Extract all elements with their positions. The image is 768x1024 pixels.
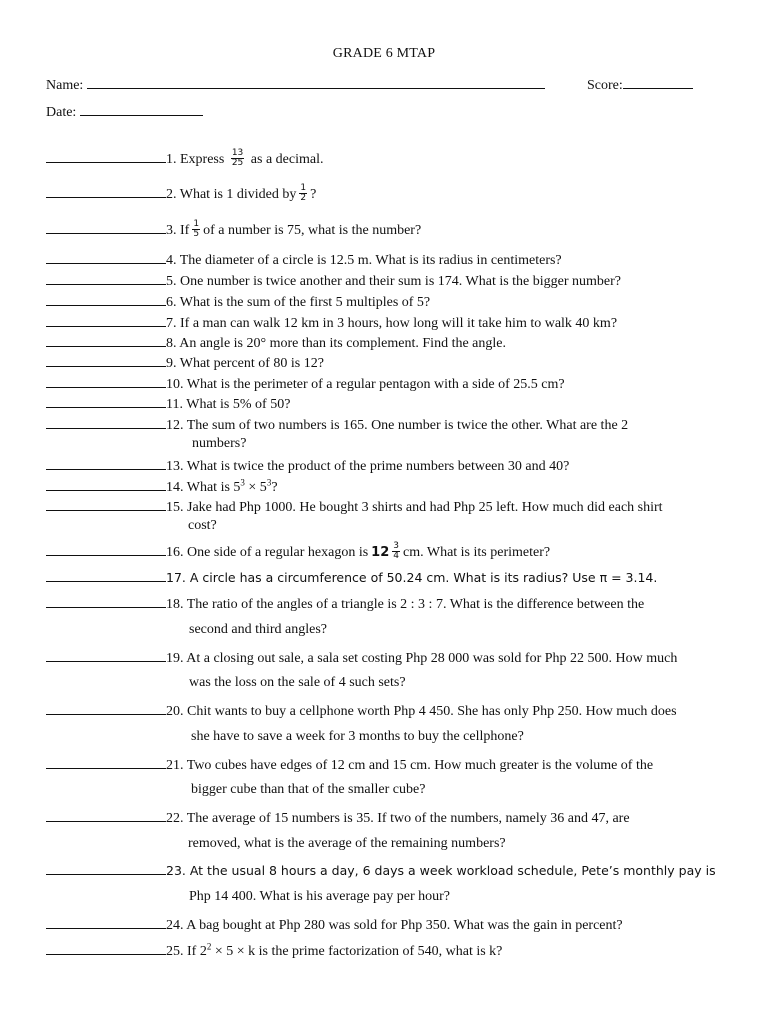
answer-blank[interactable] bbox=[46, 457, 166, 470]
fraction bbox=[192, 220, 200, 239]
fraction-numerator: 13 bbox=[231, 148, 244, 159]
answer-blank[interactable] bbox=[46, 756, 166, 769]
question-18-continuation: second and third angles? bbox=[189, 622, 328, 637]
question-text: 4. The diameter of a circle is 12.5 m. What is its radius in centimeters? bbox=[166, 253, 562, 268]
name-blank[interactable] bbox=[87, 76, 545, 89]
question-text: of a number is 75, what is the number? bbox=[203, 223, 422, 238]
question-21-continuation: bigger cube than that of the smaller cube? bbox=[191, 782, 426, 797]
fraction-denominator: 5 bbox=[193, 229, 200, 240]
question-text: 16. One side of a regular hexagon is bbox=[166, 545, 369, 560]
answer-blank[interactable] bbox=[46, 498, 166, 511]
score-field[interactable] bbox=[587, 76, 693, 94]
question-6 bbox=[46, 293, 430, 311]
fraction bbox=[392, 542, 400, 561]
question-text: 8. An angle is 20° more than its complement. Find the angle. bbox=[166, 336, 506, 351]
question-text: 15. Jake had Php 1000. He bought 3 shirts and had Php 25 left. How much did each shirt bbox=[166, 500, 663, 515]
question-12-continuation: numbers? bbox=[192, 436, 247, 451]
answer-blank[interactable] bbox=[46, 221, 166, 234]
answer-blank[interactable] bbox=[46, 395, 166, 408]
answer-blank[interactable] bbox=[46, 809, 166, 822]
answer-blank[interactable] bbox=[46, 569, 166, 582]
answer-blank[interactable] bbox=[46, 595, 166, 608]
fraction bbox=[299, 184, 307, 203]
question-23 bbox=[46, 862, 716, 880]
answer-blank[interactable] bbox=[46, 185, 166, 198]
answer-blank[interactable] bbox=[46, 272, 166, 285]
question-1 bbox=[46, 150, 323, 169]
score-label: Score: bbox=[587, 78, 623, 93]
fraction bbox=[231, 149, 244, 168]
answer-blank[interactable] bbox=[46, 334, 166, 347]
question-7 bbox=[46, 314, 617, 332]
answer-blank[interactable] bbox=[46, 375, 166, 388]
question-text: 11. What is 5% of 50? bbox=[166, 397, 291, 412]
question-23-continuation: Php 14 400. What is his average pay per hour? bbox=[189, 889, 451, 904]
question-18 bbox=[46, 595, 644, 613]
exponent: 3 bbox=[266, 477, 272, 488]
score-blank[interactable] bbox=[623, 76, 693, 89]
question-14 bbox=[46, 478, 278, 496]
answer-blank[interactable] bbox=[46, 916, 166, 929]
fraction-numerator: 1 bbox=[193, 219, 200, 230]
answer-blank[interactable] bbox=[46, 293, 166, 306]
date-field[interactable] bbox=[46, 103, 203, 121]
fraction-denominator: 2 bbox=[300, 193, 307, 204]
question-3 bbox=[46, 221, 421, 240]
question-25 bbox=[46, 942, 502, 960]
question-text: 20. Chit wants to buy a cellphone worth Php 4 450. She has only Php 250. How much does bbox=[166, 704, 677, 719]
fraction-denominator: 25 bbox=[231, 158, 244, 169]
question-11 bbox=[46, 395, 290, 413]
answer-blank[interactable] bbox=[46, 251, 166, 264]
question-4 bbox=[46, 251, 562, 269]
question-2 bbox=[46, 185, 316, 204]
answer-blank[interactable] bbox=[46, 942, 166, 955]
question-text: × 5 bbox=[244, 480, 267, 495]
answer-blank[interactable] bbox=[46, 314, 166, 327]
question-10 bbox=[46, 375, 565, 393]
question-text: 10. What is the perimeter of a regular pentagon with a side of 25.5 cm? bbox=[166, 377, 565, 392]
exponent: 2 bbox=[206, 941, 212, 952]
question-19 bbox=[46, 649, 677, 667]
question-text: 3. If bbox=[166, 223, 190, 238]
question-text: 22. The average of 15 numbers is 35. If two of the numbers, namely 36 and 47, are bbox=[166, 811, 630, 826]
fraction-numerator: 1 bbox=[300, 183, 307, 194]
answer-blank[interactable] bbox=[46, 649, 166, 662]
question-9 bbox=[46, 354, 324, 372]
answer-blank[interactable] bbox=[46, 862, 166, 875]
name-label: Name: bbox=[46, 78, 87, 93]
question-text: 25. If 2 bbox=[166, 944, 207, 959]
question-12 bbox=[46, 416, 628, 434]
fraction-denominator: 4 bbox=[393, 551, 399, 562]
answer-blank[interactable] bbox=[46, 150, 166, 163]
question-text: cm. What is its perimeter? bbox=[403, 545, 551, 560]
question-15-continuation: cost? bbox=[188, 518, 217, 533]
question-text: 24. A bag bought at Php 280 was sold for Php 350. What was the gain in percent? bbox=[166, 918, 623, 933]
question-15 bbox=[46, 498, 663, 516]
exponent: 3 bbox=[240, 477, 245, 488]
question-text: 2. What is 1 divided by bbox=[166, 187, 297, 202]
question-text: 6. What is the sum of the first 5 multiples of 5? bbox=[166, 295, 431, 310]
question-8 bbox=[46, 334, 506, 352]
name-field[interactable] bbox=[46, 76, 545, 94]
question-text: 18. The ratio of the angles of a triangle is 2 : 3 : 7. What is the difference between the bbox=[166, 597, 645, 612]
question-5 bbox=[46, 272, 621, 290]
answer-blank[interactable] bbox=[46, 543, 166, 556]
question-text: 23. At the usual 8 hours a day, 6 days a week workload schedule, Pete’s monthly pay is bbox=[166, 863, 716, 878]
question-16 bbox=[46, 543, 550, 562]
question-text: 17. A circle has a circumference of 50.24 cm. What is its radius? Use π = 3.14. bbox=[166, 570, 658, 585]
answer-blank[interactable] bbox=[46, 702, 166, 715]
question-22 bbox=[46, 809, 630, 827]
question-text: 14. What is 5 bbox=[166, 480, 241, 495]
question-text: 21. Two cubes have edges of 12 cm and 15 cm. How much greater is the volume of the bbox=[166, 758, 654, 773]
question-text: ? bbox=[310, 187, 317, 202]
fraction-numerator: 3 bbox=[393, 541, 399, 552]
answer-blank[interactable] bbox=[46, 478, 166, 491]
question-24 bbox=[46, 916, 623, 934]
question-21 bbox=[46, 756, 653, 774]
question-text: 7. If a man can walk 12 km in 3 hours, how long will it take him to walk 40 km? bbox=[166, 316, 618, 331]
answer-blank[interactable] bbox=[46, 416, 166, 429]
page-title: GRADE 6 MTAP bbox=[332, 46, 436, 61]
question-17 bbox=[46, 569, 657, 587]
question-text: ? bbox=[271, 480, 278, 495]
question-text: 13. What is twice the product of the prime numbers between 30 and 40? bbox=[166, 459, 570, 474]
question-20-continuation: she have to save a week for 3 months to buy the cellphone? bbox=[191, 729, 524, 744]
question-text: 12. The sum of two numbers is 165. One number is twice the other. What are the 2 bbox=[166, 418, 629, 433]
mixed-number-whole: 12 bbox=[371, 545, 390, 560]
question-text: × 5 × k is the prime factorization of 540, what is k? bbox=[211, 944, 503, 959]
question-20 bbox=[46, 702, 677, 720]
question-text: 5. One number is twice another and their sum is 174. What is the bigger number? bbox=[166, 274, 622, 289]
question-text: 9. What percent of 80 is 12? bbox=[166, 356, 324, 371]
question-text: as a decimal. bbox=[250, 152, 324, 167]
question-text: 1. Express bbox=[166, 152, 225, 167]
question-19-continuation: was the loss on the sale of 4 such sets? bbox=[189, 675, 406, 690]
question-13 bbox=[46, 457, 569, 475]
question-text: 19. At a closing out sale, a sala set costing Php 28 000 was sold for Php 22 500. How much bbox=[166, 651, 678, 666]
date-label: Date: bbox=[46, 105, 80, 120]
question-22-continuation: removed, what is the average of the remaining numbers? bbox=[188, 836, 506, 851]
answer-blank[interactable] bbox=[46, 354, 166, 367]
date-blank[interactable] bbox=[80, 103, 203, 116]
